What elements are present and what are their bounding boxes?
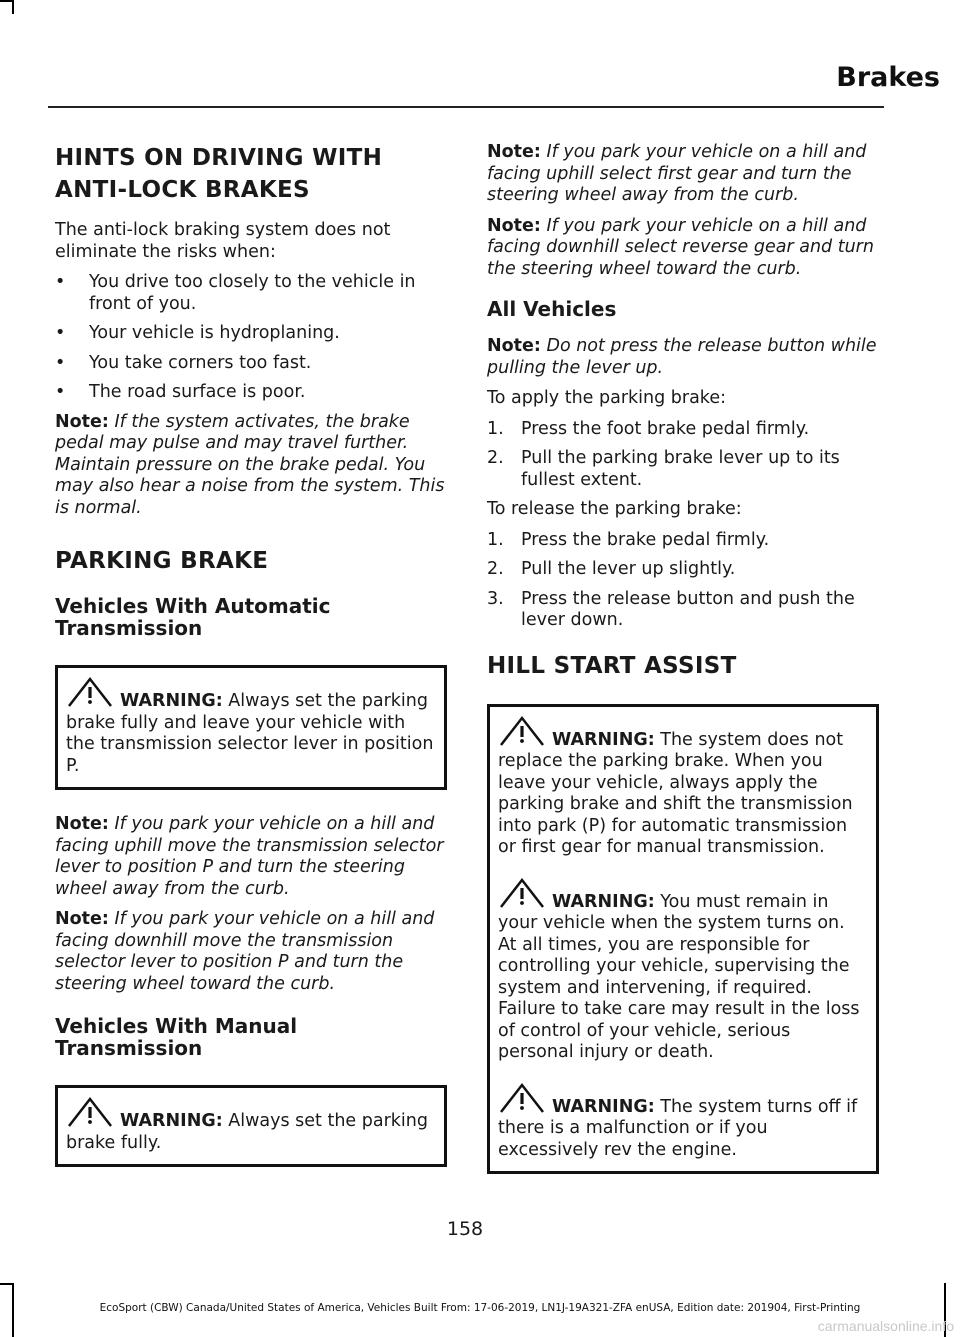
automatic-note-downhill [55,909,447,995]
note-uphill-manual [487,142,879,207]
page-number: 158 [446,1218,484,1240]
note-text: If you park your vehicle on a hill and facing downhill move the transmission selector lever to position P and turn the steering wheel toward the curb. [55,909,435,994]
warning-text: The system does not replace the parking brake. When you leave your vehicle, always apply the parking brake and shift the transmission into park (P) for automatic transmission or first gear for manual transmission. [498,729,853,857]
note-text: Do not press the release button while pulling the lever up. [487,336,877,378]
list-item: • You take corners too fast. [55,352,312,373]
crop-mark-bottom-left-horizontal [0,1283,14,1285]
warning-item [66,1096,436,1154]
abs-note [55,412,447,520]
note-label: Note: [55,411,109,432]
warning-triangle-icon [66,676,118,710]
automatic-transmission-subtitle: Vehicles With Automatic Transmission [55,594,331,640]
warning-item [498,715,868,859]
warning-text: Always set the parking brake fully and leave your vehicle with the transmission selector lever in position P. [66,691,434,776]
note-text: If you park your vehicle on a hill and facing uphill select first gear and turn the steering wheel away from the curb. [487,142,867,205]
step-number: 1. [487,529,504,550]
header-divider [48,106,884,108]
list-item: 1. Press the brake pedal firmly. [487,529,770,550]
abs-section-title: HINTS ON DRIVING WITH ANTI-LOCK BRAKES [55,145,383,203]
warning-item [66,676,436,777]
step-number: 2. [487,559,504,579]
apply-steps-list [487,419,879,492]
note-text: If you park your vehicle on a hill and facing downhill select reverse gear and turn the steering wheel toward the curb. [487,215,874,279]
warning-triangle-icon [66,1096,118,1130]
bullet-marker: • [55,323,66,343]
abs-intro-text: The anti-lock braking system does not eliminate the risks when: [55,220,391,262]
warning-item [498,1082,868,1162]
bullet-marker: • [55,272,66,292]
step-number: 3. [487,588,504,609]
all-vehicles-subtitle: All Vehicles [487,297,617,321]
left-column [55,142,447,1191]
manual-warning-box [55,1085,447,1167]
warning-label: WARNING: [552,729,655,750]
list-item: • Your vehicle is hydroplaning. [55,323,340,343]
release-steps-list [487,530,879,632]
all-vehicles-note [487,336,879,379]
right-column [487,142,879,1198]
apply-intro-text: To apply the parking brake: [487,388,726,408]
step-number: 1. [487,418,504,439]
warning-triangle-icon [498,877,550,911]
note-label: Note: [55,814,109,834]
list-item: • The road surface is poor. [55,382,306,402]
warning-text: The system turns off if there is a malfunction or if you excessively rev the engine. [498,1096,858,1160]
warning-item [498,877,868,1064]
manual-transmission-subtitle: Vehicles With Manual Transmission [55,1014,298,1060]
hill-start-warning-box [487,704,879,1175]
list-item: 2. Pull the lever up slightly. [487,559,736,579]
list-item: • You drive too closely to the vehicle in front of you. [55,272,416,314]
note-label: Note: [487,142,541,162]
step-number: 2. [487,448,504,468]
crop-mark-top-left-vertical [12,0,14,14]
warning-triangle-icon [498,1082,550,1116]
automatic-note-uphill [55,814,447,900]
automatic-warning-box [55,665,447,790]
note-text: If the system activates, the brake pedal may pulse and may travel further. Maintain pressure on the brake pedal. You may also hear a noise from the system. This is normal. [55,411,445,518]
warning-text: Always set the parking brake fully. [66,1111,428,1153]
parking-brake-title: PARKING BRAKE [55,548,269,574]
warning-label: WARNING: [552,891,655,912]
warning-text: You must remain in your vehicle when the system turns on. At all times, you are responsible for controlling your vehicle, supervising the system and intervening, if required. Failure to take care may result in the loss of control of your vehicle, serious personal injury or death. [498,891,860,1062]
note-label: Note: [487,215,541,236]
note-downhill-manual [487,216,879,281]
bullet-marker: • [55,352,66,373]
watermark: carmanualsonline.info [817,1318,954,1334]
bullet-marker: • [55,382,66,402]
warning-label: WARNING: [120,691,223,711]
note-label: Note: [55,909,109,929]
note-text: If you park your vehicle on a hill and facing uphill move the transmission selector lever to position P and turn the steering wheel away from the curb. [55,814,444,899]
page-header-title: Brakes [836,62,940,93]
release-intro-text: To release the parking brake: [487,499,742,519]
edition-line: EcoSport (CBW) Canada/United States of America, Vehicles Built From: 17-06-2019, LN1J-19A321-ZFA enUSA, Edition date: 201904, First-Printing [99,1302,861,1314]
list-item: 3. Press the release button and push the lever down. [487,588,855,630]
note-label: Note: [487,336,541,356]
warning-label: WARNING: [120,1111,223,1131]
hill-start-assist-title: HILL START ASSIST [487,652,737,679]
warning-triangle-icon [498,715,550,749]
list-item: 2. Pull the parking brake lever up to its fullest extent. [487,448,840,490]
abs-risk-list [55,272,447,404]
warning-label: WARNING: [552,1096,655,1117]
list-item: 1. Press the foot brake pedal firmly. [487,418,810,439]
